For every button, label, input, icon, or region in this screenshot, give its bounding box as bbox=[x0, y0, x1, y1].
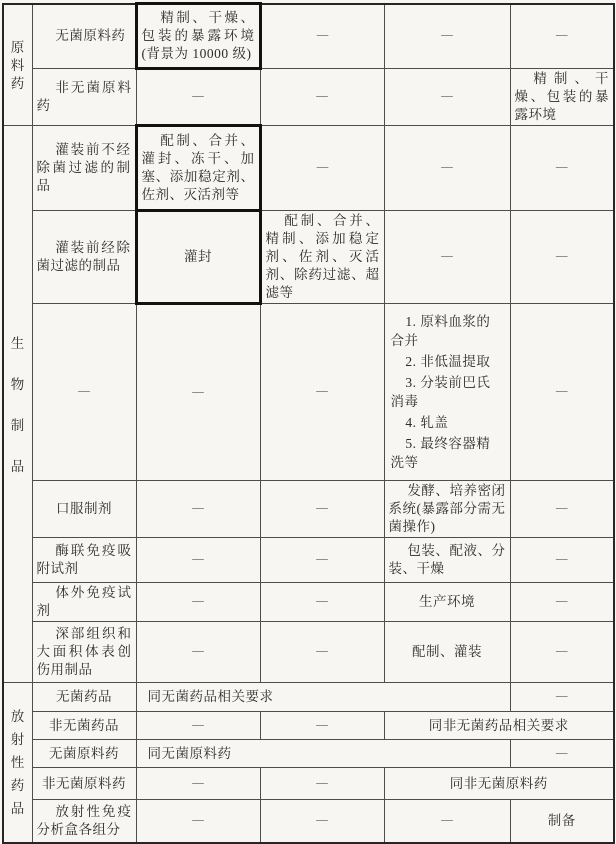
process-list-item: 1. 原料血浆的合并 bbox=[390, 314, 491, 348]
dash-cell: — bbox=[260, 481, 384, 538]
dash-cell: — bbox=[384, 69, 510, 126]
dash-cell: — bbox=[510, 683, 614, 712]
table-row bbox=[3, 126, 614, 211]
dash-cell: — bbox=[136, 481, 260, 538]
table-row bbox=[3, 211, 614, 304]
row-label: 非无菌原料药 bbox=[32, 69, 136, 126]
table-row bbox=[3, 583, 614, 622]
category-char: 制 bbox=[10, 417, 25, 433]
category-biological-products bbox=[3, 126, 32, 683]
dash-cell: — bbox=[510, 622, 614, 683]
dash-cell: — bbox=[260, 800, 384, 843]
dash-cell: — bbox=[510, 304, 614, 481]
category-char: 性 bbox=[10, 755, 25, 771]
data-cell: 同非无菌药品相关要求 bbox=[384, 712, 614, 740]
category-char: 生 bbox=[10, 335, 25, 351]
dash-cell: — bbox=[136, 69, 260, 126]
table-row bbox=[3, 740, 614, 768]
category-char: 射 bbox=[10, 732, 25, 748]
category-label bbox=[11, 337, 25, 474]
process-list-cell bbox=[384, 304, 510, 481]
row-label: 无菌原料药 bbox=[32, 4, 136, 69]
dash-cell: — bbox=[510, 126, 614, 211]
dash-cell: — bbox=[260, 69, 384, 126]
row-label: 体外免疫试剂 bbox=[32, 583, 136, 622]
table-body bbox=[3, 4, 614, 843]
table-row bbox=[3, 4, 614, 69]
dash-cell: — bbox=[260, 622, 384, 683]
process-list-item: 3. 分装前巴氏消毒 bbox=[390, 375, 491, 409]
category-label bbox=[11, 41, 25, 91]
dash-cell: — bbox=[136, 712, 260, 740]
data-cell: 同无菌药品相关要求 bbox=[136, 683, 510, 712]
category-char: 放 bbox=[10, 709, 25, 725]
data-cell: 精制、干燥、包装的暴露环境(背景为 10000 级) bbox=[136, 4, 260, 69]
dash-cell: — bbox=[260, 4, 384, 69]
dash-cell: — bbox=[510, 481, 614, 538]
row-label: 无菌药品 bbox=[32, 683, 136, 712]
dash-cell: — bbox=[384, 211, 510, 304]
table-row bbox=[3, 800, 614, 843]
category-char: 品 bbox=[10, 458, 25, 474]
data-cell: 生产环境 bbox=[384, 583, 510, 622]
process-list-item: 4. 轧盖 bbox=[405, 415, 449, 430]
dash-cell: — bbox=[384, 126, 510, 211]
dash-cell: — bbox=[510, 583, 614, 622]
data-cell: 同非无菌原料药 bbox=[384, 768, 614, 800]
category-radioactive-drugs bbox=[3, 683, 32, 843]
dash-cell: — bbox=[510, 538, 614, 583]
data-cell: 精制、干燥、包装的暴露环境 bbox=[510, 69, 614, 126]
data-cell: 配制、灌装 bbox=[384, 622, 510, 683]
table-row bbox=[3, 481, 614, 538]
row-label: 灌装前不经除菌过滤的制品 bbox=[32, 126, 136, 211]
dash-cell: — bbox=[384, 4, 510, 69]
dash-cell: — bbox=[136, 800, 260, 843]
data-cell: 配制、合并、灌封、冻干、加塞、添加稳定剂、佐剂、灭活剂等 bbox=[136, 126, 260, 211]
data-cell: 配制、合并、精制、添加稳定剂、佐剂、灭活剂、除药过滤、超滤等 bbox=[260, 211, 384, 304]
dash-cell: — bbox=[510, 740, 614, 768]
dash-cell: — bbox=[384, 800, 510, 843]
table-row bbox=[3, 538, 614, 583]
dash-cell: — bbox=[260, 126, 384, 211]
dash-cell: — bbox=[510, 4, 614, 69]
data-cell: 同无菌原料药 bbox=[136, 740, 510, 768]
dash-cell: — bbox=[260, 768, 384, 800]
row-label: 口服制剂 bbox=[32, 481, 136, 538]
table-row bbox=[3, 768, 614, 800]
category-char: 物 bbox=[10, 376, 25, 392]
data-cell: 灌封 bbox=[136, 211, 260, 304]
dash-cell: — bbox=[136, 622, 260, 683]
process-list-item: 2. 非低温提取 bbox=[405, 354, 491, 369]
dash-cell: — bbox=[260, 304, 384, 481]
category-char: 原 bbox=[10, 39, 25, 55]
data-cell: 制备 bbox=[510, 800, 614, 843]
category-char: 药 bbox=[10, 75, 25, 91]
dash-cell: — bbox=[260, 583, 384, 622]
row-label: 酶联免疫吸附试剂 bbox=[32, 538, 136, 583]
process-list-item: 5. 最终容器精洗等 bbox=[390, 436, 491, 470]
row-label: 深部组织和大面积体表创伤用制品 bbox=[32, 622, 136, 683]
table-row bbox=[3, 69, 614, 126]
category-char: 品 bbox=[10, 801, 25, 817]
dash-cell: — bbox=[136, 304, 260, 481]
category-char: 料 bbox=[10, 57, 25, 73]
table-row bbox=[3, 622, 614, 683]
dash-cell: — bbox=[136, 583, 260, 622]
dash-cell: — bbox=[260, 538, 384, 583]
dash-cell: — bbox=[136, 538, 260, 583]
dash-cell: — bbox=[510, 211, 614, 304]
table-row bbox=[3, 683, 614, 712]
data-cell: 发酵、培养密闭系统(暴露部分需无菌操作) bbox=[384, 481, 510, 538]
data-cell: 包装、配液、分装、干燥 bbox=[384, 538, 510, 583]
category-label bbox=[11, 710, 25, 816]
row-label: 灌装前经除菌过滤的制品 bbox=[32, 211, 136, 304]
row-label: 无菌原料药 bbox=[32, 740, 136, 768]
row-label-dash: — bbox=[32, 304, 136, 481]
table-row bbox=[3, 304, 614, 481]
category-char: 药 bbox=[10, 778, 25, 794]
row-label: 放射性免疫分析盒各组分 bbox=[32, 800, 136, 843]
dash-cell: — bbox=[136, 768, 260, 800]
gmp-cleanroom-table bbox=[2, 2, 615, 844]
row-label: 非无菌药品 bbox=[32, 712, 136, 740]
row-label: 非无菌原料药 bbox=[32, 768, 136, 800]
table-row bbox=[3, 712, 614, 740]
category-raw-material-drugs bbox=[3, 4, 32, 126]
dash-cell: — bbox=[260, 712, 384, 740]
